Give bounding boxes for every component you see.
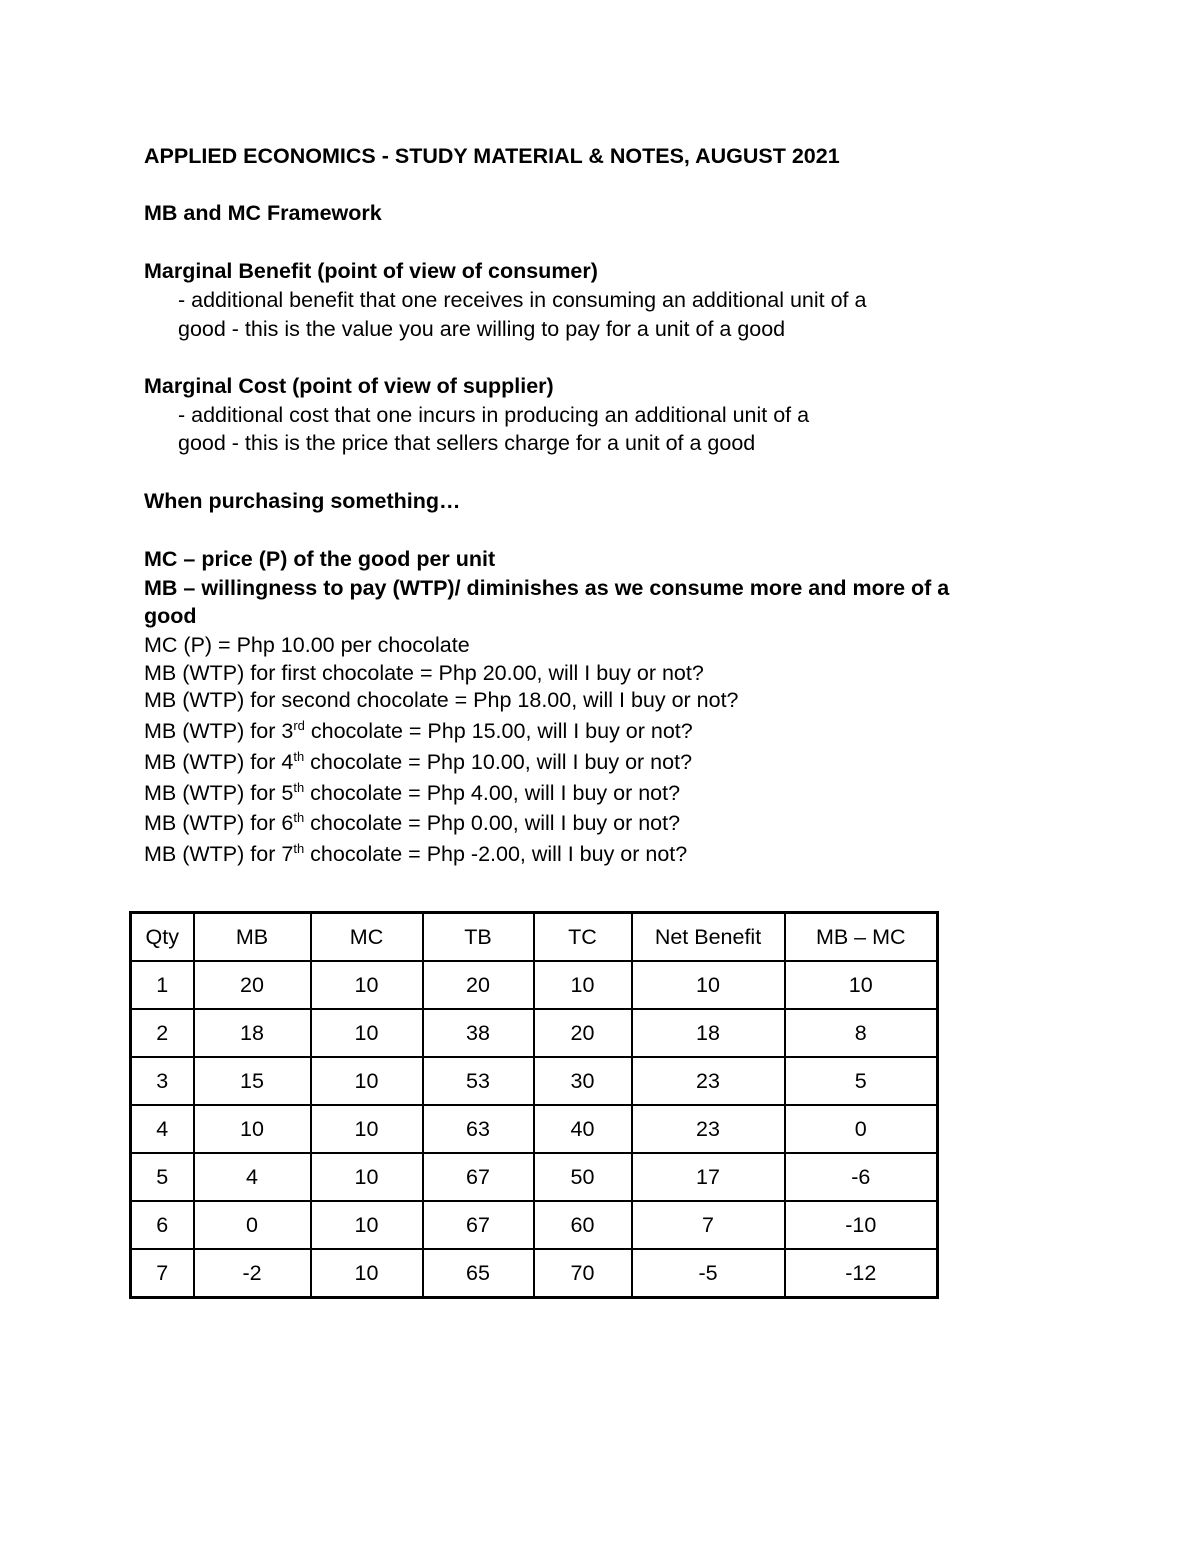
- table-cell: -2: [194, 1249, 311, 1298]
- table-cell: 2: [131, 1009, 194, 1057]
- table-cell: 10: [534, 961, 632, 1009]
- example-ordinal-rest: chocolate = Php 4.00, will I buy or not?: [310, 781, 681, 805]
- example-ordinal-rest: chocolate = Php 10.00, will I buy or not?: [310, 750, 693, 774]
- example-ordinal-number: 6: [281, 811, 294, 835]
- table-cell: 10: [311, 1009, 423, 1057]
- table-cell: 65: [423, 1249, 534, 1298]
- mb-wtp-line-1: MB – willingness to pay (WTP)/ diminishes as we consume more and more of a: [144, 576, 950, 600]
- table-cell: 8: [785, 1009, 938, 1057]
- example-prefix: MB (WTP) for: [144, 811, 276, 835]
- table-row: [131, 1009, 938, 1057]
- table-cell: 23: [632, 1057, 785, 1105]
- marginal-analysis-table: [129, 911, 939, 1299]
- marginal-cost-definition-line-2: good - this is the price that sellers charge for a unit of a good: [178, 431, 756, 455]
- table-cell: 6: [131, 1201, 194, 1249]
- table-cell: 18: [632, 1009, 785, 1057]
- table-row: [131, 1105, 938, 1153]
- table-cell: 38: [423, 1009, 534, 1057]
- header-mb: MB: [194, 913, 311, 962]
- example-ordinal-chocolate: [144, 779, 680, 807]
- header-mc: MC: [311, 913, 423, 962]
- table-cell: 1: [131, 961, 194, 1009]
- table-cell: 23: [632, 1105, 785, 1153]
- example-ordinal-rest: chocolate = Php 15.00, will I buy or not?: [310, 719, 693, 743]
- example-ordinal-number: 5: [281, 781, 294, 805]
- table-cell: 40: [534, 1105, 632, 1153]
- example-prefix: MB (WTP) for: [144, 719, 276, 743]
- table-cell: 10: [311, 1249, 423, 1298]
- table-cell: 20: [423, 961, 534, 1009]
- example-ordinal-number: 3: [281, 719, 294, 743]
- table-cell: 67: [423, 1153, 534, 1201]
- table-row: [131, 1057, 938, 1105]
- example-first-chocolate: MB (WTP) for first chocolate = Php 20.00, will I buy or not?: [144, 661, 704, 685]
- table-cell: 20: [534, 1009, 632, 1057]
- example-ordinal-rest: chocolate = Php -2.00, will I buy or not?: [310, 842, 688, 866]
- table-cell: 63: [423, 1105, 534, 1153]
- example-prefix: MB (WTP) for: [144, 842, 276, 866]
- marginal-benefit-definition-line-1: - additional benefit that one receives in consuming an additional unit of a: [178, 288, 867, 312]
- example-ordinal-number: 4: [281, 750, 294, 774]
- header-qty: Qty: [131, 913, 194, 962]
- table-row: [131, 1249, 938, 1298]
- example-ordinal-suffix: th: [293, 841, 305, 856]
- table-cell: 60: [534, 1201, 632, 1249]
- table-cell: 17: [632, 1153, 785, 1201]
- purchasing-heading: When purchasing something…: [144, 489, 461, 513]
- header-tc: TC: [534, 913, 632, 962]
- table-cell: 4: [194, 1153, 311, 1201]
- table-cell: 67: [423, 1201, 534, 1249]
- example-ordinal-suffix: rd: [293, 718, 305, 733]
- table-header-row: [131, 913, 938, 962]
- table-cell: 5: [785, 1057, 938, 1105]
- table-cell: 10: [311, 961, 423, 1009]
- table-cell: -5: [632, 1249, 785, 1298]
- table-cell: 7: [131, 1249, 194, 1298]
- table-row: [131, 1153, 938, 1201]
- table-cell: 3: [131, 1057, 194, 1105]
- header-net-benefit: Net Benefit: [632, 913, 785, 962]
- table-cell: -6: [785, 1153, 938, 1201]
- table-cell: 20: [194, 961, 311, 1009]
- example-ordinal-rest: chocolate = Php 0.00, will I buy or not?: [310, 811, 681, 835]
- table-cell: 70: [534, 1249, 632, 1298]
- table-cell: 0: [194, 1201, 311, 1249]
- document-title: APPLIED ECONOMICS - STUDY MATERIAL & NOTES, AUGUST 2021: [144, 144, 840, 168]
- mb-wtp-line-2: good: [144, 604, 197, 628]
- table-row: [131, 961, 938, 1009]
- table-cell: 50: [534, 1153, 632, 1201]
- example-ordinal-suffix: th: [293, 749, 305, 764]
- example-ordinal-suffix: th: [293, 810, 305, 825]
- header-tb: TB: [423, 913, 534, 962]
- example-ordinal-suffix: th: [293, 780, 305, 795]
- table-cell: -12: [785, 1249, 938, 1298]
- example-ordinal-chocolate: [144, 717, 693, 745]
- framework-heading: MB and MC Framework: [144, 201, 382, 225]
- marginal-benefit-definition-line-2: good - this is the value you are willing to pay for a unit of a good: [178, 317, 786, 341]
- table-cell: 10: [311, 1201, 423, 1249]
- example-ordinal-chocolate: [144, 809, 680, 837]
- table-cell: 53: [423, 1057, 534, 1105]
- example-ordinal-chocolate: [144, 748, 692, 776]
- example-prefix: MB (WTP) for: [144, 781, 276, 805]
- table-cell: 7: [632, 1201, 785, 1249]
- table-cell: 15: [194, 1057, 311, 1105]
- table-row: [131, 1201, 938, 1249]
- example-second-chocolate: MB (WTP) for second chocolate = Php 18.00, will I buy or not?: [144, 688, 739, 712]
- table-cell: 10: [311, 1057, 423, 1105]
- table-cell: 10: [311, 1105, 423, 1153]
- table-cell: -10: [785, 1201, 938, 1249]
- example-ordinal-number: 7: [281, 842, 294, 866]
- table-cell: 4: [131, 1105, 194, 1153]
- marginal-cost-definition-line-1: - additional cost that one incurs in producing an additional unit of a: [178, 403, 810, 427]
- mc-price-line: MC – price (P) of the good per unit: [144, 547, 496, 571]
- header-mb-minus-mc: MB – MC: [785, 913, 938, 962]
- example-prefix: MB (WTP) for: [144, 750, 276, 774]
- table-cell: 30: [534, 1057, 632, 1105]
- table-cell: 10: [194, 1105, 311, 1153]
- table-cell: 0: [785, 1105, 938, 1153]
- table-cell: 10: [311, 1153, 423, 1201]
- marginal-benefit-heading: Marginal Benefit (point of view of consumer): [144, 259, 598, 283]
- marginal-cost-heading: Marginal Cost (point of view of supplier): [144, 374, 554, 398]
- example-mc-line: MC (P) = Php 10.00 per chocolate: [144, 633, 470, 657]
- table-cell: 5: [131, 1153, 194, 1201]
- table-cell: 10: [785, 961, 938, 1009]
- table-cell: 10: [632, 961, 785, 1009]
- table-cell: 18: [194, 1009, 311, 1057]
- example-ordinal-chocolate: [144, 840, 687, 868]
